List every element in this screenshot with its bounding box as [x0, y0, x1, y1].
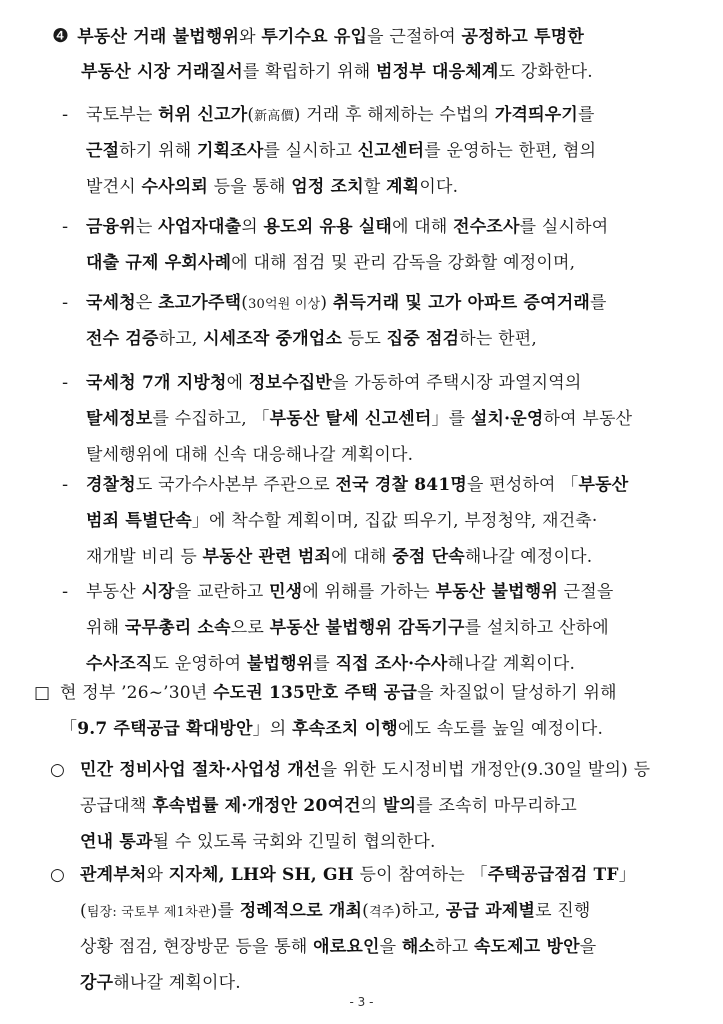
section-4-text-a: 부동산 거래 불법행위 [77, 27, 240, 47]
bullet-item-line: - 국세청 7개 지방청에 정보수집반을 가동하여 주택시장 과열지역의 [62, 365, 632, 401]
circle-item-0 [50, 752, 650, 860]
bullet-item-line: 재개발 비리 등 부동산 관련 범죄에 대해 중점 단속해나갈 예정이다. [86, 547, 593, 567]
section-4-line-1: ❹ 부동산 거래 불법행위와 투기수요 유입을 근절하여 공정하고 투명한 [52, 25, 584, 47]
bullet-item-marker: - [62, 582, 69, 602]
bullet-item-line: 위해 국무총리 소속으로 부동산 불법행위 감독기구를 설치하고 산하에 [86, 618, 609, 638]
bullet-item-0 [62, 97, 596, 205]
box-item-marker: □ [34, 683, 51, 703]
circle-item-marker: ○ [50, 865, 66, 885]
bullet-item-1 [62, 209, 608, 281]
bullet-item-4 [62, 467, 628, 575]
bullet-item-line: 발견시 수사의뢰 등을 통해 엄정 조치할 계획이다. [86, 177, 459, 197]
bullet-item-line: - 경찰청도 국가수사본부 주관으로 전국 경찰 841명을 편성하여 「부동산 [62, 467, 628, 503]
circle-item-line: (팀장: 국토부 제1차관)를 정례적으로 개최(격주)하고, 공급 과제별로 진행 [80, 901, 591, 921]
circle-item-line: 강구해나갈 계획이다. [80, 973, 241, 993]
page-number: - 3 - [349, 995, 374, 1009]
bullet-item-line: - 금융위는 사업자대출의 용도외 유용 실태에 대해 전수조사를 실시하여 [62, 209, 608, 245]
bullet-item-line: 대출 규제 우회사례에 대해 점검 및 관리 감독을 강화할 예정이며, [86, 253, 576, 273]
section-4-line-2: 부동산 시장 거래질서를 확립하기 위해 범정부 대응체계도 강화한다. [81, 62, 593, 82]
box-item-line: □ 현 정부 ’26~’30년 수도권 135만호 주택 공급을 차질없이 달성하기 위해 [34, 675, 617, 711]
box-item-line: 「9.7 주택공급 확대방안」의 후속조치 이행에도 속도를 높일 예정이다. [60, 719, 604, 739]
bullet-item-marker: - [62, 475, 69, 495]
bullet-item-line: 근절하기 위해 기획조사를 실시하고 신고센터를 운영하는 한편, 혐의 [86, 141, 597, 161]
box-item-0 [34, 675, 617, 747]
bullet-item-line: 전수 검증하고, 시세조작 중개업소 등도 집중 점검하는 한편, [86, 329, 537, 349]
bullet-item-2 [62, 285, 607, 357]
circle-item-marker: ○ [50, 760, 66, 780]
circle-item-line: 상황 점검, 현장방문 등을 통해 애로요인을 해소하고 속도제고 방안을 [80, 937, 597, 957]
bullet-item-line: 범죄 특별단속」에 착수할 계획이며, 집값 띄우기, 부정청약, 재건축· [86, 511, 598, 531]
circle-item-line: 연내 통과될 수 있도록 국회와 긴밀히 협의한다. [80, 832, 436, 852]
bullet-item-marker: - [62, 373, 69, 393]
section-4 [52, 18, 593, 90]
circle-item-line: 공급대책 후속법률 제·개정안 20여건의 발의를 조속히 마무리하고 [80, 796, 578, 816]
bullet-item-5 [62, 574, 613, 682]
bullet-item-marker: - [62, 105, 69, 125]
bullet-item-line: 수사조직도 운영하여 불법행위를 직접 조사·수사해나갈 계획이다. [86, 654, 576, 674]
bullet-item-line: - 국세청은 초고가주택(30억원 이상) 취득거래 및 고가 아파트 증여거래를 [62, 285, 607, 321]
bullet-item-line: 탈세정보를 수집하고, 「부동산 탈세 신고센터」를 설치·운영하여 부동산 [86, 409, 633, 429]
bullet-item-marker: - [62, 217, 69, 237]
circle-item-1 [50, 857, 636, 1001]
bullet-item-line: 탈세행위에 대해 신속 대응해나갈 계획이다. [86, 445, 414, 465]
circle-item-line: ○ 민간 정비사업 절차·사업성 개선을 위한 도시정비법 개정안(9.30일 발의) 등 [50, 752, 650, 788]
bullet-item-line: - 국토부는 허위 신고가(新高價) 거래 후 해제하는 수법의 가격띄우기를 [62, 97, 596, 133]
bullet-item-marker: - [62, 293, 69, 313]
bullet-item-3 [62, 365, 632, 473]
circle-item-line: ○ 관계부처와 지자체, LH와 SH, GH 등이 참여하는 「주택공급점검 TF」 [50, 857, 636, 893]
bullet-item-line: - 부동산 시장을 교란하고 민생에 위해를 가하는 부동산 불법행위 근절을 [62, 574, 613, 610]
section-4-marker: ❹ [52, 25, 70, 47]
